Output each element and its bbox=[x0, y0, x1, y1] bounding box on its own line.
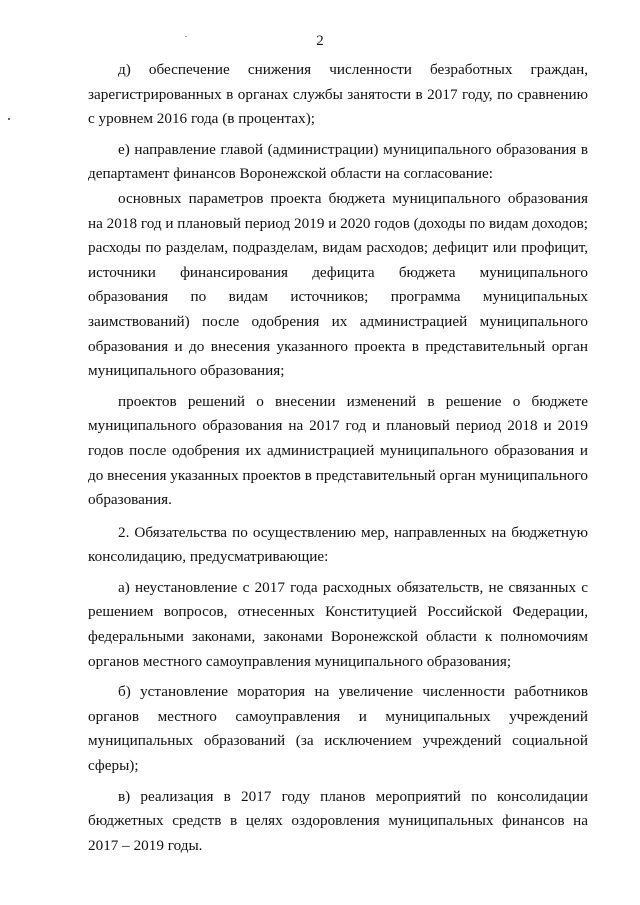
paragraph-section-2: 2. Обязательства по осуществлению мер, направленных на бюджетную консолидацию, предусматривающие: bbox=[88, 523, 588, 566]
document-body bbox=[88, 58, 588, 858]
scan-speck bbox=[8, 118, 10, 120]
paragraph-e: е) направление главой (администрации) муниципального образования в департамент финансов Воронежской области на согласование: bbox=[88, 140, 588, 183]
paragraph-e-main-parameters: основных параметров проекта бюджета муниципального образования на 2018 год и плановый период 2019 и 2020 годов (доходы по видам доходов; расходы по разделам, подразделам, видам расходов; дефицит или профицит, источники финансирования дефицита бюджета муниципального образования по видам источников; программа муниципальных заимствований) после одобрения их администрацией муниципального образования и до внесения указанного проекта в представительный орган муниципального образования; bbox=[88, 189, 589, 380]
paragraph-e-draft-decisions: проектов решений о внесении изменений в решение о бюджете муниципального образования на 2017 год и плановый период 2018 и 2019 годов после одобрения их администрацией муниципального образования и до внесения указанных проектов в представительный орган муниципального образования. bbox=[88, 392, 588, 509]
paragraph-d: д) обеспечение снижения численности безработных граждан, зарегистрированных в органах службы занятости в 2017 году, по сравнению с уровнем 2016 года (в процентах); bbox=[88, 61, 588, 128]
page-number: 2 bbox=[316, 33, 324, 49]
paragraph-a: а) неустановление с 2017 года расходных обязательств, не связанных с решением вопросов, отнесенных Конституцией Российской Федерации, федеральными законами, законами Воронежской области к полномочиям органов местного самоуправления муниципального образования; bbox=[88, 578, 588, 670]
paragraph-v: в) реализация в 2017 году планов мероприятий по консолидации бюджетных средств в целях оздоровления муниципальных финансов на 2017 – 2019 годы. bbox=[88, 787, 588, 854]
paragraph-b: б) установление моратория на увеличение численности работников органов местного самоуправления и муниципальных учреждений муниципальных образований (за исключением учреждений социальной сферы); bbox=[88, 683, 588, 775]
